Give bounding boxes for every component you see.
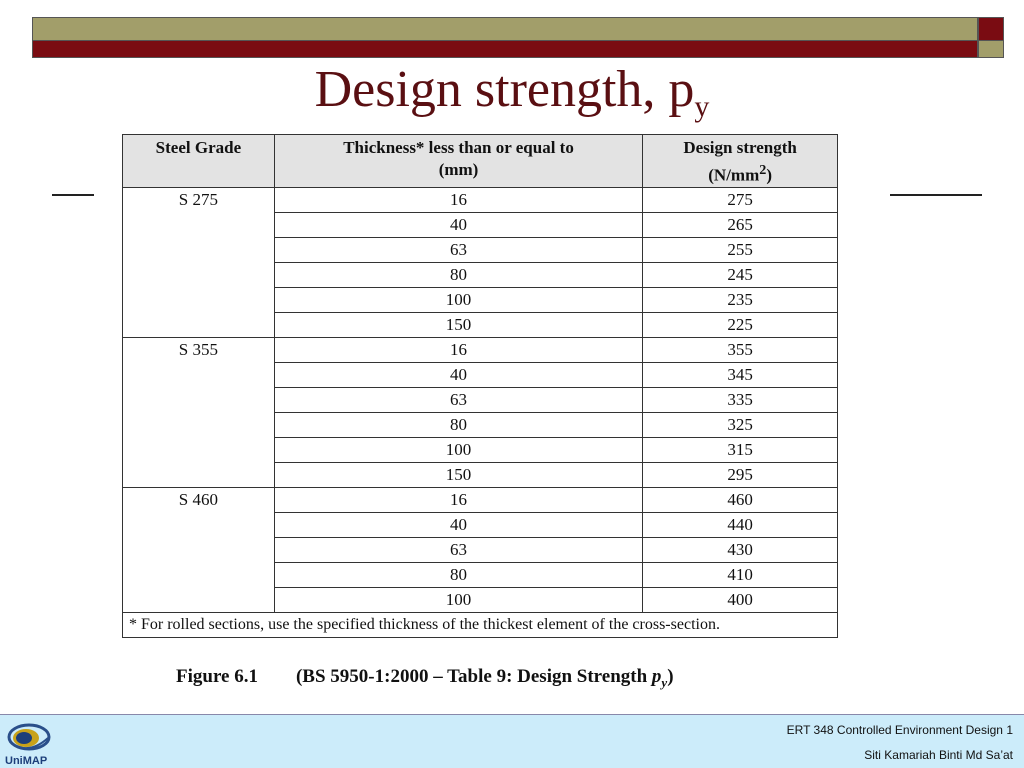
- figure-caption: [176, 666, 674, 691]
- header-thickness: Thickness* less than or equal to (mm): [274, 135, 642, 188]
- caption-text: (BS 5950-1:2000 – Table 9: Design Strength: [295, 666, 652, 687]
- unimap-logo-icon: [4, 720, 52, 766]
- caption-figure-number: Figure 6.1: [176, 666, 258, 687]
- strength-cell: 460: [643, 487, 838, 512]
- thickness-cell: 16: [274, 187, 642, 212]
- table-row: [123, 487, 838, 512]
- table-footnote-row: [123, 612, 838, 637]
- header-band-maroon: [32, 41, 978, 58]
- header-corner-maroon: [978, 17, 1004, 41]
- thickness-cell: 63: [274, 537, 642, 562]
- strength-cell: 400: [643, 587, 838, 612]
- slide-title-text: Design strength, p: [314, 61, 695, 118]
- strength-cell: 245: [643, 262, 838, 287]
- strength-cell: 440: [643, 512, 838, 537]
- caption-symbol: p: [651, 666, 662, 687]
- strength-cell: 295: [643, 462, 838, 487]
- footer-course: ERT 348 Controlled Environment Design 1: [786, 723, 1013, 737]
- design-strength-table: [122, 134, 838, 638]
- divider-left: [52, 194, 94, 196]
- strength-cell: 335: [643, 387, 838, 412]
- thickness-cell: 63: [274, 387, 642, 412]
- table-footnote: * For rolled sections, use the specified thickness of the thickest element of the cross-section.: [123, 612, 838, 637]
- steel-grade-cell: S 460: [123, 487, 275, 612]
- slide-footer: [0, 714, 1024, 768]
- strength-cell: 355: [643, 337, 838, 362]
- slide-title: [0, 58, 1024, 122]
- header-band-olive: [32, 17, 978, 41]
- thickness-cell: 150: [274, 312, 642, 337]
- strength-cell: 345: [643, 362, 838, 387]
- thickness-cell: 63: [274, 237, 642, 262]
- header-corner-olive: [978, 41, 1004, 58]
- thickness-cell: 100: [274, 287, 642, 312]
- strength-cell: 255: [643, 237, 838, 262]
- header-design-strength: Design strength $(N/mm^2)$: [643, 135, 838, 188]
- strength-cell: 325: [643, 412, 838, 437]
- strength-cell: 265: [643, 212, 838, 237]
- thickness-cell: 100: [274, 437, 642, 462]
- svg-text:UniMAP: UniMAP: [5, 755, 48, 766]
- table-row: [123, 337, 838, 362]
- strength-cell: 275: [643, 187, 838, 212]
- table-row: [123, 187, 838, 212]
- caption-symbol-subscript: y: [661, 674, 668, 690]
- thickness-cell: 80: [274, 562, 642, 587]
- thickness-cell: 40: [274, 212, 642, 237]
- strength-cell: 410: [643, 562, 838, 587]
- steel-grade-cell: S 275: [123, 187, 275, 337]
- divider-right: [890, 194, 982, 196]
- thickness-cell: 40: [274, 362, 642, 387]
- thickness-cell: 150: [274, 462, 642, 487]
- strength-cell: 225: [643, 312, 838, 337]
- slide-title-subscript: y: [694, 90, 710, 123]
- strength-cell: 430: [643, 537, 838, 562]
- caption-close: ): [667, 666, 674, 687]
- steel-grade-cell: S 355: [123, 337, 275, 487]
- header-steel-grade: Steel Grade: [123, 135, 275, 188]
- strength-cell: 235: [643, 287, 838, 312]
- footer-author: Siti Kamariah Binti Md Sa’at: [864, 748, 1013, 762]
- table-header-row: [123, 135, 838, 188]
- thickness-cell: 80: [274, 262, 642, 287]
- thickness-cell: 80: [274, 412, 642, 437]
- thickness-cell: 16: [274, 487, 642, 512]
- thickness-cell: 16: [274, 337, 642, 362]
- thickness-cell: 100: [274, 587, 642, 612]
- strength-cell: 315: [643, 437, 838, 462]
- thickness-cell: 40: [274, 512, 642, 537]
